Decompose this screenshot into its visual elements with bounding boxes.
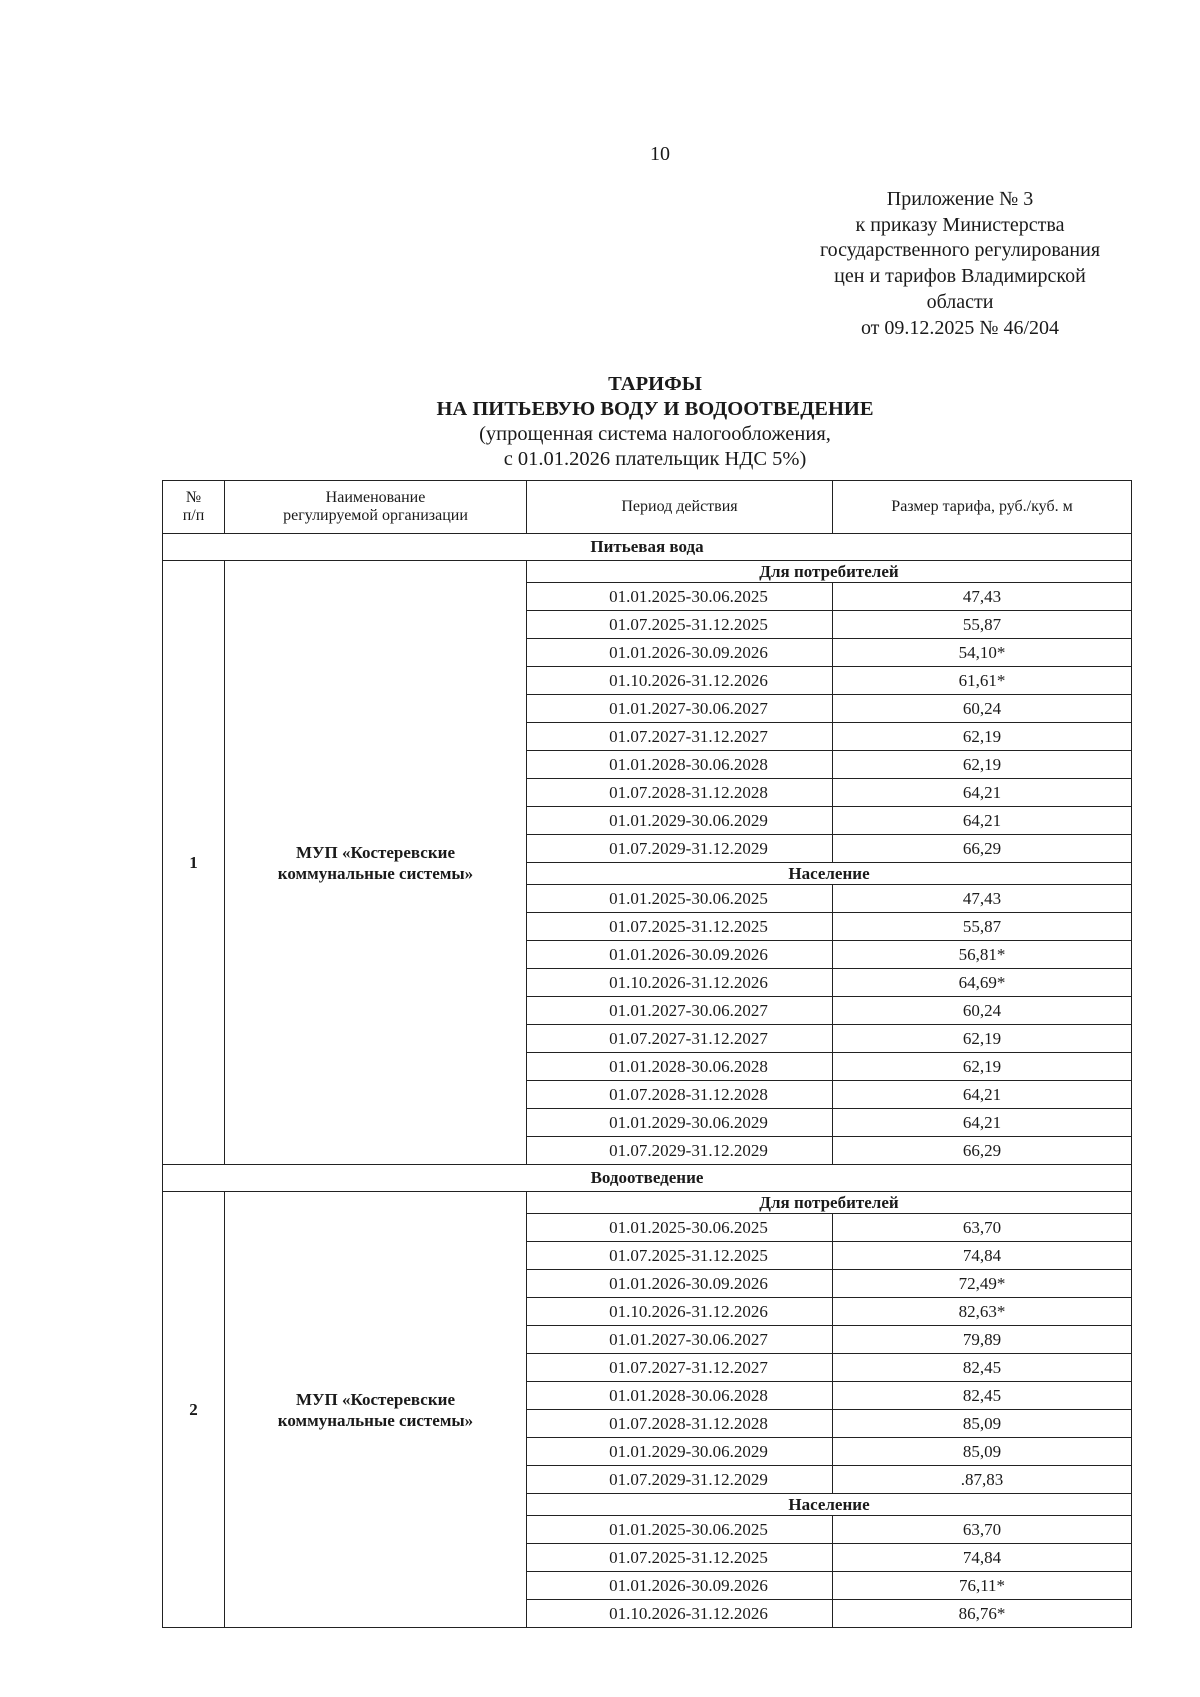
annex-line: к приказу Министерства [855,213,1065,236]
period-cell: 01.07.2025-31.12.2025 [527,913,833,941]
table-header-row [163,481,1132,534]
tariff-value-cell: 76,11* [833,1572,1132,1600]
period-cell: 01.10.2026-31.12.2026 [527,1600,833,1628]
group-title: Для потребителей [527,1192,1132,1214]
period-cell: 01.07.2027-31.12.2027 [527,723,833,751]
annex-line: области [926,290,994,313]
row-number: 2 [163,1192,225,1628]
tariff-value-cell: 62,19 [833,1053,1132,1081]
period-cell: 01.07.2028-31.12.2028 [527,1081,833,1109]
period-cell: 01.07.2025-31.12.2025 [527,611,833,639]
tariff-value-cell: 66,29 [833,835,1132,863]
annex-line: государственного регулирования [819,239,1101,262]
period-cell: 01.07.2029-31.12.2029 [527,1137,833,1165]
tariff-value-cell: 64,21 [833,1081,1132,1109]
title-subline: с 01.01.2026 плательщик НДС 5%) [503,448,807,470]
tariff-value-cell: 63,70 [833,1516,1132,1544]
period-cell: 01.01.2026-30.09.2026 [527,1270,833,1298]
period-cell: 01.07.2028-31.12.2028 [527,779,833,807]
period-cell: 01.01.2025-30.06.2025 [527,583,833,611]
period-cell: 01.01.2028-30.06.2028 [527,751,833,779]
section-title: Питьевая вода [163,534,1132,561]
period-cell: 01.10.2026-31.12.2026 [527,969,833,997]
tariff-value-cell: 64,69* [833,969,1132,997]
period-cell: 01.01.2028-30.06.2028 [527,1053,833,1081]
period-cell: 01.01.2026-30.09.2026 [527,941,833,969]
tariff-value-cell: 55,87 [833,611,1132,639]
tariff-value-cell: 62,19 [833,1025,1132,1053]
period-cell: 01.01.2027-30.06.2027 [527,1326,833,1354]
tariff-value-cell: 62,19 [833,751,1132,779]
tariff-value-cell: 64,21 [833,779,1132,807]
group-title: Население [527,863,1132,885]
group-title: Для потребителей [527,561,1132,583]
period-cell: 01.01.2026-30.09.2026 [527,639,833,667]
tariff-value-cell: 55,87 [833,913,1132,941]
tariff-value-cell: 66,29 [833,1137,1132,1165]
period-cell: 01.01.2027-30.06.2027 [527,997,833,1025]
section-title: Водоотведение [163,1165,1132,1192]
tariff-value-cell: 60,24 [833,695,1132,723]
header-num: № п/п [163,481,225,534]
period-cell: 01.01.2029-30.06.2029 [527,1438,833,1466]
tariff-value-cell: 56,81* [833,941,1132,969]
tariff-value-cell: 64,21 [833,807,1132,835]
period-cell: 01.10.2026-31.12.2026 [527,1298,833,1326]
tariff-value-cell: 82,63* [833,1298,1132,1326]
tariff-value-cell: 72,49* [833,1270,1132,1298]
title-line: НА ПИТЬЕВУЮ ВОДУ И ВОДООТВЕДЕНИЕ [436,398,874,420]
organization-name: МУП «Костеревские коммунальные системы» [225,1192,527,1628]
tariff-value-cell: 85,09 [833,1438,1132,1466]
period-cell: 01.01.2029-30.06.2029 [527,807,833,835]
annex-line: цен и тарифов Владимирской [834,265,1086,288]
tariff-value-cell: 54,10* [833,639,1132,667]
page-number: 10 [650,143,670,165]
tariff-value-cell: 86,76* [833,1600,1132,1628]
tariff-value-cell: 82,45 [833,1382,1132,1410]
annex-line: от 09.12.2025 № 46/204 [860,316,1060,339]
tariff-value-cell: 64,21 [833,1109,1132,1137]
tariff-value-cell: 60,24 [833,997,1132,1025]
title-line: ТАРИФЫ [608,373,702,395]
tariff-value-cell: 47,43 [833,583,1132,611]
period-cell: 01.07.2027-31.12.2027 [527,1354,833,1382]
section-row [163,534,1132,561]
document-title [150,372,1160,472]
annex-block [740,187,1180,341]
header-tariff: Размер тарифа, руб./куб. м [833,481,1132,534]
period-cell: 01.07.2029-31.12.2029 [527,835,833,863]
tariff-value-cell: 82,45 [833,1354,1132,1382]
section-row [163,1165,1132,1192]
period-cell: 01.01.2025-30.06.2025 [527,1516,833,1544]
tariff-table [162,480,1132,1628]
tariff-value-cell: 79,89 [833,1326,1132,1354]
period-cell: 01.07.2025-31.12.2025 [527,1242,833,1270]
period-cell: 01.10.2026-31.12.2026 [527,667,833,695]
tariff-value-cell: 47,43 [833,885,1132,913]
group-row [163,1192,1132,1214]
period-cell: 01.01.2026-30.09.2026 [527,1572,833,1600]
tariff-value-cell: 63,70 [833,1214,1132,1242]
period-cell: 01.07.2025-31.12.2025 [527,1544,833,1572]
period-cell: 01.01.2025-30.06.2025 [527,1214,833,1242]
header-period: Период действия [527,481,833,534]
group-row [163,561,1132,583]
header-org: Наименование регулируемой организации [225,481,527,534]
period-cell: 01.07.2028-31.12.2028 [527,1410,833,1438]
tariff-value-cell: 61,61* [833,667,1132,695]
title-subline: (упрощенная система налогообложения, [479,423,831,445]
tariff-value-cell: 74,84 [833,1242,1132,1270]
period-cell: 01.01.2029-30.06.2029 [527,1109,833,1137]
group-title: Население [527,1494,1132,1516]
tariff-value-cell: 85,09 [833,1410,1132,1438]
annex-line: Приложение № 3 [886,188,1034,210]
tariff-value-cell: 62,19 [833,723,1132,751]
organization-name: МУП «Костеревские коммунальные системы» [225,561,527,1165]
period-cell: 01.07.2029-31.12.2029 [527,1466,833,1494]
tariff-value-cell: .87,83 [833,1466,1132,1494]
period-cell: 01.07.2027-31.12.2027 [527,1025,833,1053]
period-cell: 01.01.2027-30.06.2027 [527,695,833,723]
period-cell: 01.01.2025-30.06.2025 [527,885,833,913]
period-cell: 01.01.2028-30.06.2028 [527,1382,833,1410]
row-number: 1 [163,561,225,1165]
tariff-value-cell: 74,84 [833,1544,1132,1572]
